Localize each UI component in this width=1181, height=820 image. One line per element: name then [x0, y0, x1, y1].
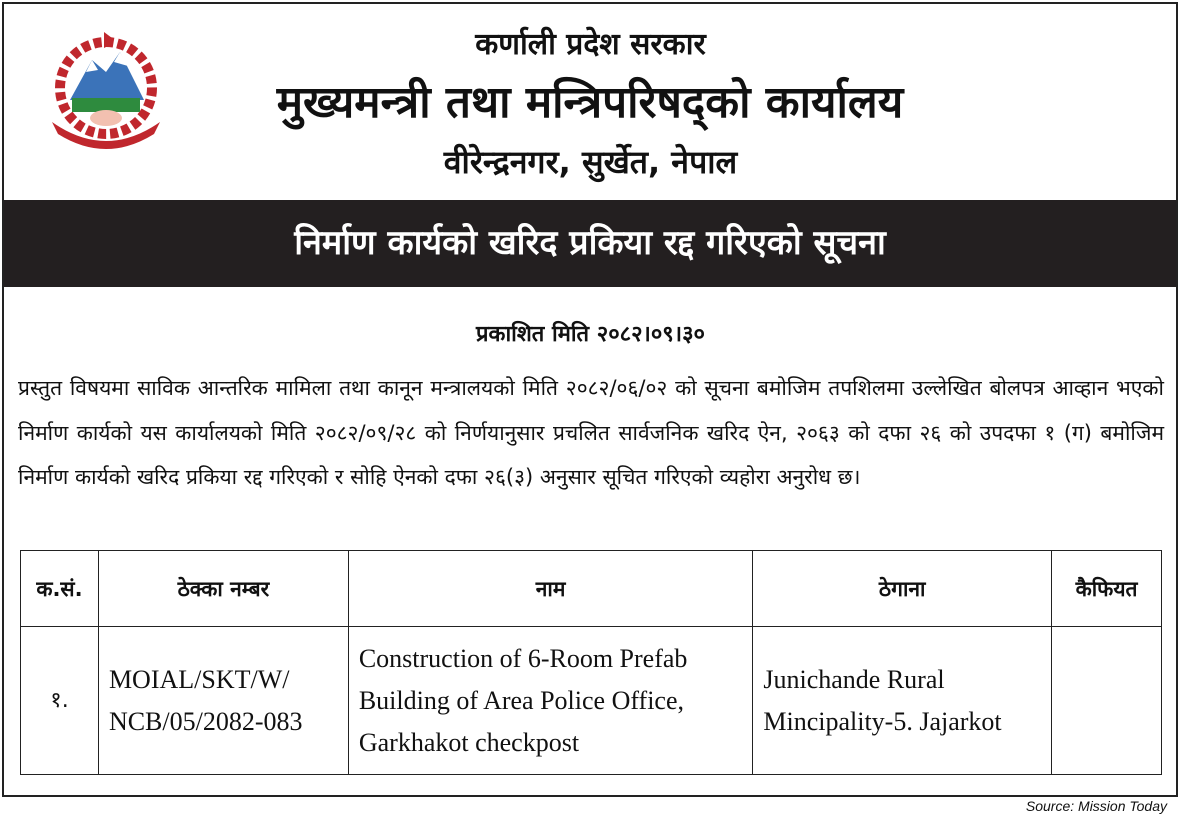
table-header-row [21, 551, 1162, 627]
source-credit: Source: Mission Today [1025, 798, 1167, 814]
header-remarks: कैफियत [1052, 551, 1162, 627]
header-sn: क.सं. [21, 551, 99, 627]
cell-contract-no: MOIAL/SKT/W/ NCB/05/2082-083 [98, 627, 348, 775]
header-contract-no: ठेक्का नम्बर [98, 551, 348, 627]
government-name: कर्णाली प्रदेश सरकार [475, 27, 706, 62]
header-name: नाम [348, 551, 753, 627]
cell-remarks [1052, 627, 1162, 775]
office-name: मुख्यमन्त्री तथा मन्त्रिपरिषद्को कार्यालय [276, 77, 904, 128]
published-date: प्रकाशित मिति २०८२।०९।३० [476, 322, 705, 347]
cell-name: Construction of 6-Room Prefab Building of Area Police Office, Garkhakot checkpost [348, 627, 753, 775]
header-address: ठेगाना [753, 551, 1052, 627]
office-address: वीरेन्द्रनगर, सुर्खेत, नेपाल [443, 143, 738, 181]
notice-title: निर्माण कार्यको खरिद प्रकिया रद्द गरिएको सूचना [4, 200, 1176, 287]
table-row [21, 627, 1162, 775]
cell-address: Junichande Rural Mincipality-5. Jajarkot [753, 627, 1052, 775]
cell-sn: १. [21, 627, 99, 775]
notice-body: प्रस्तुत विषयमा साविक आन्तरिक मामिला तथा कानून मन्त्रालयको मिति २०८२/०६/०२ को सूचना बमोजिम तपशिलमा उल्लेखित बोलपत्र आव्हान भएको निर्माण कार्यको यस कार्यालयको मिति २०८२/०९/२८ को निर्णयानुसार प्रचलित सार्वजनिक खरिद ऐन, २०६३ को दफा २६ को उपदफा १ (ग) बमोजिम निर्माण कार्यको खरिद प्रकिया रद्द गरिएको र सोहि ऐनको दफा २६(३) अनुसार सूचित गरिएको व्यहोरा अनुरोध छ। [18, 376, 1164, 489]
notice-table [20, 550, 1162, 775]
